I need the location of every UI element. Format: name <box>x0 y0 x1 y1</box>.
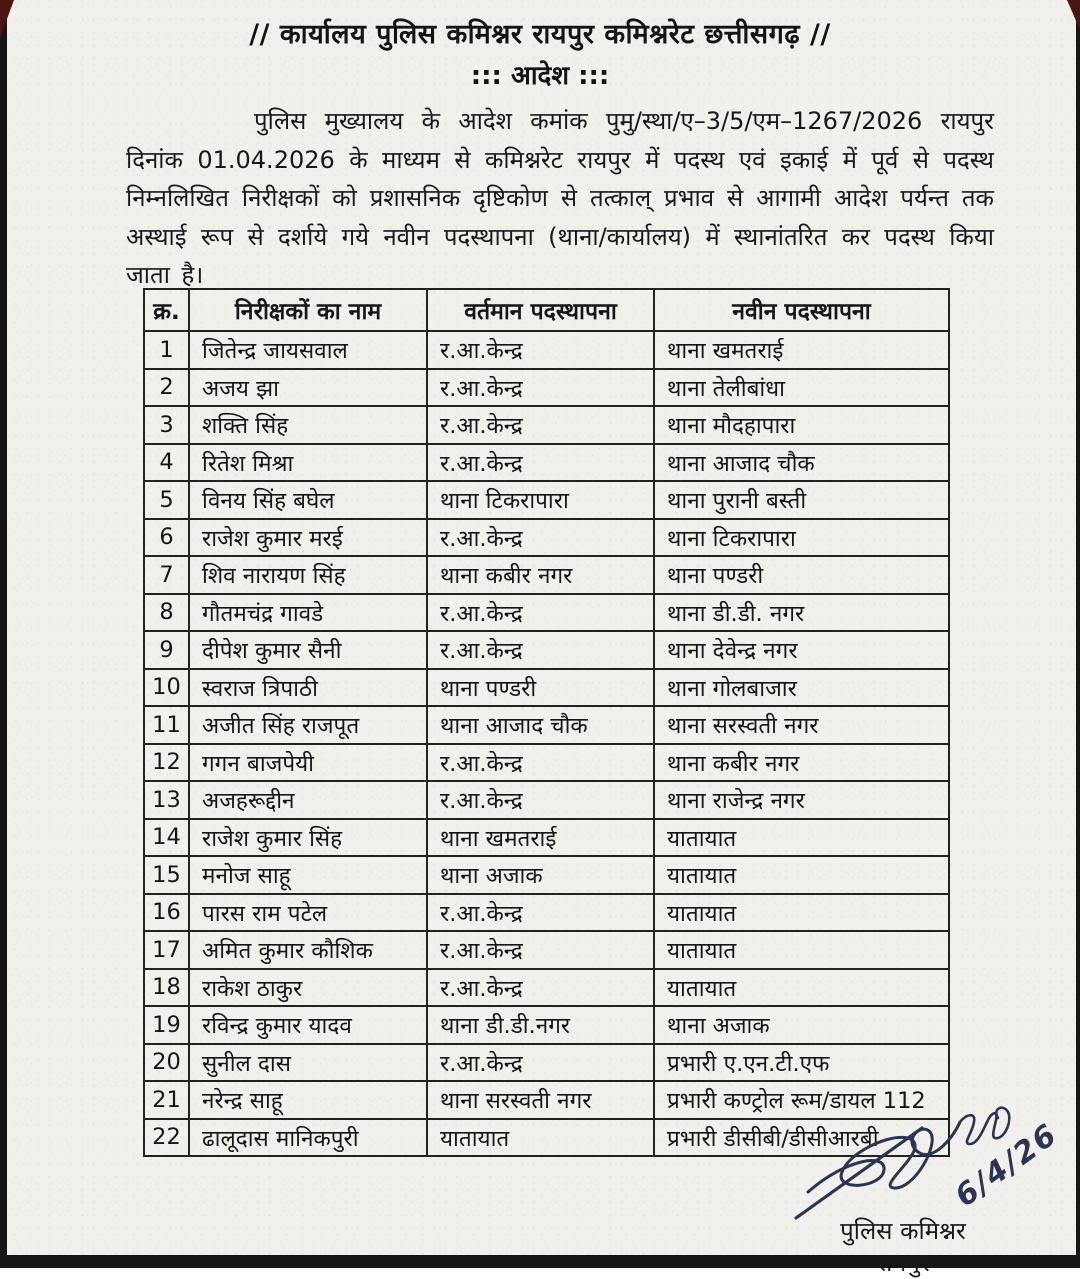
cell-current: थाना आजाद चौक <box>427 706 654 744</box>
cell-current: र.आ.केन्द्र <box>427 744 654 782</box>
table-row <box>144 481 949 519</box>
transfer-table <box>143 288 950 1157</box>
cell-sn: 5 <box>144 481 189 519</box>
cell-sn: 12 <box>144 744 189 782</box>
cell-name: रविन्द्र कुमार यादव <box>189 1006 427 1044</box>
cell-posting: थाना तेलीबांधा <box>654 369 949 407</box>
cell-posting: थाना राजेन्द्र नगर <box>654 781 949 819</box>
table-row <box>144 781 949 819</box>
cell-name: राजेश कुमार सिंह <box>189 819 427 857</box>
cell-sn: 22 <box>144 1119 189 1157</box>
cell-posting: यातायात <box>654 856 949 894</box>
cell-current: थाना सरस्वती नगर <box>427 1081 654 1119</box>
cell-posting: यातायात <box>654 819 949 857</box>
cell-sn: 19 <box>144 1006 189 1044</box>
table-row <box>144 406 949 444</box>
table-row <box>144 969 949 1007</box>
cell-current: र.आ.केन्द्र <box>427 331 654 369</box>
cell-current: र.आ.केन्द्र <box>427 894 654 932</box>
cell-posting: थाना डी.डी. नगर <box>654 594 949 632</box>
scan-edge-left <box>0 0 7 1258</box>
table-row <box>144 894 949 932</box>
scan-corner-mark-top-right <box>1067 0 1080 30</box>
cell-name: राकेश ठाकुर <box>189 969 427 1007</box>
cell-posting: थाना पण्डरी <box>654 556 949 594</box>
table-row <box>144 369 949 407</box>
cell-sn: 16 <box>144 894 189 932</box>
cell-posting: थाना मौदहापारा <box>654 406 949 444</box>
table-row <box>144 856 949 894</box>
signature-block <box>790 1090 1080 1277</box>
table-row <box>144 744 949 782</box>
cell-sn: 21 <box>144 1081 189 1119</box>
cell-posting: थाना देवेन्द्र नगर <box>654 631 949 669</box>
cell-name: विनय सिंह बघेल <box>189 481 427 519</box>
cell-name: शक्ति सिंह <box>189 406 427 444</box>
cell-name: अमित कुमार कौशिक <box>189 931 427 969</box>
cell-sn: 2 <box>144 369 189 407</box>
cell-name: सुनील दास <box>189 1044 427 1082</box>
cell-posting: प्रभारी कण्ट्रोल रूम/डायल 112 <box>654 1081 949 1119</box>
cell-posting: यातायात <box>654 894 949 932</box>
cell-current: र.आ.केन्द्र <box>427 406 654 444</box>
cell-current: र.आ.केन्द्र <box>427 931 654 969</box>
table-row <box>144 819 949 857</box>
cell-sn: 8 <box>144 594 189 632</box>
cell-posting: थाना सरस्वती नगर <box>654 706 949 744</box>
cell-current: थाना कबीर नगर <box>427 556 654 594</box>
cell-posting: यातायात <box>654 931 949 969</box>
cell-name: अजीत सिंह राजपूत <box>189 706 427 744</box>
header-new-posting: नवीन पदस्थापना <box>654 289 949 331</box>
table-row <box>144 1006 949 1044</box>
cell-current: र.आ.केन्द्र <box>427 1044 654 1082</box>
cell-sn: 6 <box>144 519 189 557</box>
header-inspector-name: निरीक्षकों का नाम <box>189 289 427 331</box>
table-body <box>144 331 949 1156</box>
table-row <box>144 631 949 669</box>
cell-current: थाना टिकरापारा <box>427 481 654 519</box>
cell-current: र.आ.केन्द्र <box>427 519 654 557</box>
cell-current: र.आ.केन्द्र <box>427 969 654 1007</box>
cell-posting: यातायात <box>654 969 949 1007</box>
document-subtitle: ::: आदेश ::: <box>470 61 610 91</box>
cell-sn: 15 <box>144 856 189 894</box>
cell-name: अजय झा <box>189 369 427 407</box>
cell-sn: 17 <box>144 931 189 969</box>
cell-sn: 11 <box>144 706 189 744</box>
cell-current: थाना खमतराई <box>427 819 654 857</box>
table-row <box>144 669 949 707</box>
cell-name: शिव नारायण सिंह <box>189 556 427 594</box>
cell-sn: 1 <box>144 331 189 369</box>
cell-current: थाना पण्डरी <box>427 669 654 707</box>
table-row <box>144 556 949 594</box>
table-row <box>144 1044 949 1082</box>
header-serial-no: क्र. <box>144 289 189 331</box>
signatory-designation: पुलिस कमिश्नर <box>840 1217 966 1245</box>
cell-current: थाना अजाक <box>427 856 654 894</box>
cell-current: र.आ.केन्द्र <box>427 444 654 482</box>
table-row <box>144 519 949 557</box>
cell-posting: थाना खमतराई <box>654 331 949 369</box>
signatory-place: रायपुर <box>876 1249 930 1277</box>
cell-current: यातायात <box>427 1119 654 1157</box>
table-row <box>144 931 949 969</box>
cell-current: र.आ.केन्द्र <box>427 369 654 407</box>
scan-edge-right <box>1076 0 1080 1255</box>
cell-name: गौतमचंद्र गावडे <box>189 594 427 632</box>
order-body-paragraph: पुलिस मुख्यालय के आदेश कमांक पुमु/स्था/ए–3/5/एम–1267/2026 रायपुर दिनांक 01.04.2026 के माध्यम से कमिश्नरेट रायपुर में पदस्थ एवं इकाई में पूर्व से पदस्थ निम्नलिखित निरीक्षकों को प्रशासनिक दृष्टिकोण से तत्काल् प्रभाव से आगामी आदेश पर्यन्त तक अस्थाई रूप से दर्शाये गये नवीन पदस्थापना (थाना/कार्यालय) में स्थानांतरित कर पदस्थ किया जाता है। <box>126 107 994 289</box>
cell-current: र.आ.केन्द्र <box>427 631 654 669</box>
cell-current: थाना डी.डी.नगर <box>427 1006 654 1044</box>
cell-posting: थाना कबीर नगर <box>654 744 949 782</box>
cell-current: र.आ.केन्द्र <box>427 594 654 632</box>
cell-sn: 9 <box>144 631 189 669</box>
scan-corner-mark-top-left <box>0 0 14 38</box>
cell-posting: थाना आजाद चौक <box>654 444 949 482</box>
cell-sn: 7 <box>144 556 189 594</box>
cell-posting: थाना पुरानी बस्ती <box>654 481 949 519</box>
cell-current: र.आ.केन्द्र <box>427 781 654 819</box>
cell-name: जितेन्द्र जायसवाल <box>189 331 427 369</box>
table-row <box>144 444 949 482</box>
cell-posting: थाना अजाक <box>654 1006 949 1044</box>
cell-name: राजेश कुमार मरई <box>189 519 427 557</box>
table-header <box>144 289 949 331</box>
cell-name: ढालूदास मानिकपुरी <box>189 1119 427 1157</box>
cell-sn: 14 <box>144 819 189 857</box>
header-current-posting: वर्तमान पदस्थापना <box>427 289 654 331</box>
cell-sn: 18 <box>144 969 189 1007</box>
cell-posting: थाना टिकरापारा <box>654 519 949 557</box>
cell-name: मनोज साहू <box>189 856 427 894</box>
table-header-row <box>144 289 949 331</box>
cell-posting: थाना गोलबाजार <box>654 669 949 707</box>
cell-sn: 20 <box>144 1044 189 1082</box>
table-row <box>144 706 949 744</box>
handwritten-date: 6/4/26 <box>948 1116 1065 1215</box>
cell-sn: 13 <box>144 781 189 819</box>
cell-name: गगन बाजपेयी <box>189 744 427 782</box>
cell-sn: 3 <box>144 406 189 444</box>
cell-name: अजहरूद्दीन <box>189 781 427 819</box>
cell-name: रितेश मिश्रा <box>189 444 427 482</box>
table-row <box>144 594 949 632</box>
cell-posting: प्रभारी डीसीबी/डीसीआरबी <box>654 1119 949 1157</box>
cell-name: नरेन्द्र साहू <box>189 1081 427 1119</box>
cell-posting: प्रभारी ए.एन.टी.एफ <box>654 1044 949 1082</box>
cell-sn: 10 <box>144 669 189 707</box>
document-title: // कार्यालय पुलिस कमिश्नर रायपुर कमिश्नरेट छत्तीसगढ़ // <box>249 19 831 50</box>
cell-name: दीपेश कुमार सैनी <box>189 631 427 669</box>
cell-sn: 4 <box>144 444 189 482</box>
cell-name: स्वराज त्रिपाठी <box>189 669 427 707</box>
cell-name: पारस राम पटेल <box>189 894 427 932</box>
table-row <box>144 331 949 369</box>
